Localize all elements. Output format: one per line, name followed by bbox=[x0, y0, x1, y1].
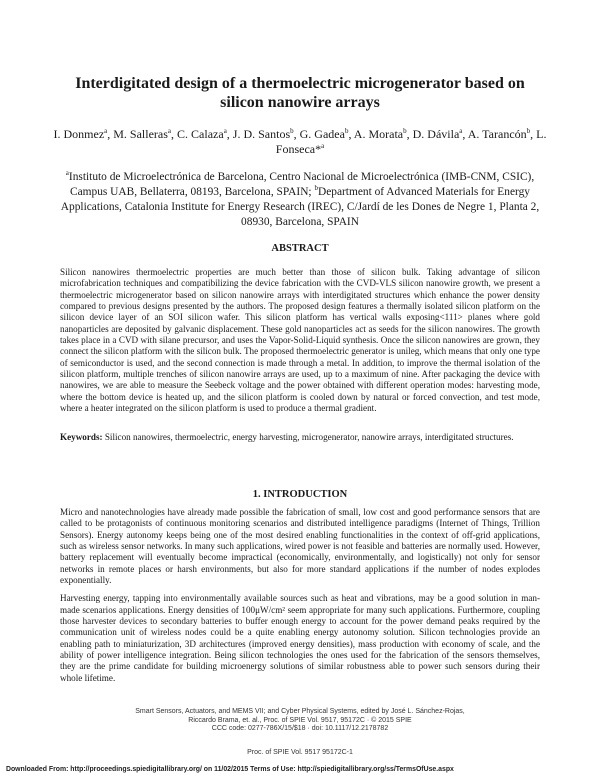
author-item bbox=[54, 127, 108, 141]
author-item bbox=[300, 127, 349, 141]
download-notice: Downloaded From: http://proceedings.spiedigitallibrary.org/ on 11/02/2015 Terms of Use: http://spiedigitallibrary.org/ss/TermsOfUse.aspx bbox=[6, 766, 454, 773]
citation-footer bbox=[60, 708, 540, 734]
author-name: J. D. Santos bbox=[232, 127, 291, 141]
paper-title bbox=[60, 74, 540, 112]
keywords-label: Keywords: bbox=[60, 432, 103, 442]
page-number: Proc. of SPIE Vol. 9517 95172C-1 bbox=[247, 749, 353, 756]
author-item bbox=[233, 127, 294, 141]
author-name: C. Calaza bbox=[177, 127, 224, 141]
author-affiliation-mark: a bbox=[223, 127, 227, 135]
author-item bbox=[354, 127, 407, 141]
author-item bbox=[413, 127, 463, 141]
affiliations bbox=[60, 170, 540, 230]
affil-b-text: Department of Advanced Materials for Energy Applications, Catalonia Institute for Energy Research (IREC), C/Jardí de les Dones de Negre 1, Planta 2, 08930, Barcelona, SPAIN bbox=[60, 186, 540, 228]
affil-a-text: Instituto de Microelectrónica de Barcelona, Centro Nacional de Microelectrónica (IMB-CNM, CSIC), Campus UAB, Bellaterra, 08193, Barcelona, SPAIN; bbox=[68, 171, 535, 198]
keywords-text: Silicon nanowires, thermoelectric, energy harvesting, microgenerator, nanowire arrays, interdigitated structures. bbox=[104, 432, 514, 442]
author-name: A. Morata bbox=[353, 127, 404, 141]
author-affiliation-mark: a bbox=[459, 127, 463, 135]
author-affiliation-mark: b bbox=[526, 127, 531, 135]
citation-line-1: Smart Sensors, Actuators, and MEMS VII; and Cyber Physical Systems, edited by José L. Sánchez-Rojas, bbox=[135, 708, 465, 715]
author-affiliation-mark: a bbox=[321, 142, 325, 150]
affil-b-mark: b bbox=[314, 184, 318, 193]
author-item bbox=[468, 127, 530, 141]
introduction-body bbox=[60, 507, 540, 687]
author-affiliation-mark: a bbox=[167, 127, 172, 135]
title-line-1: Interdigitated design of a thermoelectric microgenerator based on bbox=[75, 75, 525, 92]
author-name: A. Tarancón bbox=[467, 127, 527, 141]
affil-a-mark: a bbox=[65, 169, 69, 178]
author-name: M. Salleras bbox=[113, 127, 168, 141]
author-name: L. Fonseca* bbox=[275, 127, 547, 156]
section-heading-introduction: 1. INTRODUCTION bbox=[252, 489, 348, 500]
intro-paragraph-2: Harvesting energy, tapping into environmentally available sources such as heat and vibrations, may be a good solution in man-made scenarios applications. Energy densities of 100μW/cm² seem appropriate for many such applications. Furthermore, coupling those harvester devices to secondary batteries to buffer enough energy to account for the power demand peaks required by the communication unit of wireless nodes could be a quite enabling energy autonomy solution. Silicon technologies provide an enabling path to miniaturization, 3D architectures (improved energy densities), mass production with economy of scale, and the ability of power intelligence integration. Being silicon technologies the ones used for the fabrication of the sensors themselves, they are the prime candidate for building microenergy solutions of similar robustness able to power such sensors during their whole lifetime. bbox=[60, 593, 540, 683]
author-name: D. Dávila bbox=[412, 127, 460, 141]
abstract-heading: ABSTRACT bbox=[271, 243, 329, 254]
citation-line-2: Riccardo Brama, et. al., Proc. of SPIE Vol. 9517, 95172C · © 2015 SPIE bbox=[188, 716, 412, 724]
author-affiliation-mark: a bbox=[104, 127, 108, 135]
author-list: I. Donmez$^a$, M. Salleras$^a$, C. Calaza$^a$, J. D. Santos$^b$, G. Gadea$^b$, A. Morata$^b$, D. Dávila$^a$, A. Tarancón$^b$, L. Fonseca*$^a$ bbox=[53, 127, 547, 156]
author-name: G. Gadea bbox=[299, 127, 345, 141]
intro-paragraph-1: Micro and nanotechnologies have already made possible the fabrication of small, low cost and good performance sensors that are called to be protagonists of continuous monitoring scenarios and distributed intelligence paradigms (Internet of Things, Trillion Sensors). Energy autonomy keeps being one of the most desired enabling functionalities in the context of off-grid applications, such as wireless sensor networks. In many such applications, wired power is not feasible and batteries are normally used. However, battery replacement will eventually become impractical (economically, environmentally, and logistically) not only for sensor networks in remote places or harsh environments, but also for more standard applications if the number of nodes explodes exponentially. bbox=[60, 507, 540, 586]
author-name: I. Donmez bbox=[53, 127, 105, 141]
keywords bbox=[60, 432, 540, 443]
abstract-body bbox=[60, 267, 540, 417]
abstract-paragraph: Silicon nanowires thermoelectric properties are much better than those of silicon bulk. Taking advantage of silicon microfabrication techniques and compatibilizing the device fabrication with the CVD-VLS silicon nanowire growth, we present a thermoelectric microgenerator based on silicon nanowire arrays with interdigitated structures which enhance the power density compared to previous designs presented by the authors. The proposed design features a thermally isolated silicon platform on the silicon device layer of an SOI silicon wafer. This silicon platform has vertical walls exposing<111> planes where gold nanoparticles are deposited by galvanic displacement. These gold nanoparticles act as seeds for the silicon nanowires. The growth takes place in a CVD with silane precursor, and uses the Vapor-Solid-Liquid synthesis. Once the silicon nanowires are grown, they connect the silicon platform with the silicon bulk. The proposed thermoelectric generator is unileg, which means that only one type of semiconductor is used, and the second connection is made through a metal. In addition, to improve the thermal isolation of the silicon platform, multiple trenches of silicon nanowire arrays are used, up to a maximum of nine. After packaging the device with nanowires, we are able to measure the Seebeck voltage and the power obtained with different operation modes: harvesting mode, where the bottom device is heated up, and the silicon platform is cooled down by natural or forced convection, and test mode, where a heater integrated on the silicon platform is used to produce a thermal gradient. bbox=[60, 267, 540, 414]
author-item bbox=[113, 127, 171, 141]
title-line-2: silicon nanowire arrays bbox=[220, 94, 380, 111]
author-affiliation-mark: b bbox=[344, 127, 349, 135]
citation-line-3: CCC code: 0277-786X/15/$18 · doi: 10.1117/12.2178782 bbox=[211, 725, 389, 733]
author-affiliation-mark: b bbox=[403, 127, 407, 135]
author-affiliation-mark: b bbox=[290, 127, 294, 135]
author-item bbox=[177, 127, 227, 141]
